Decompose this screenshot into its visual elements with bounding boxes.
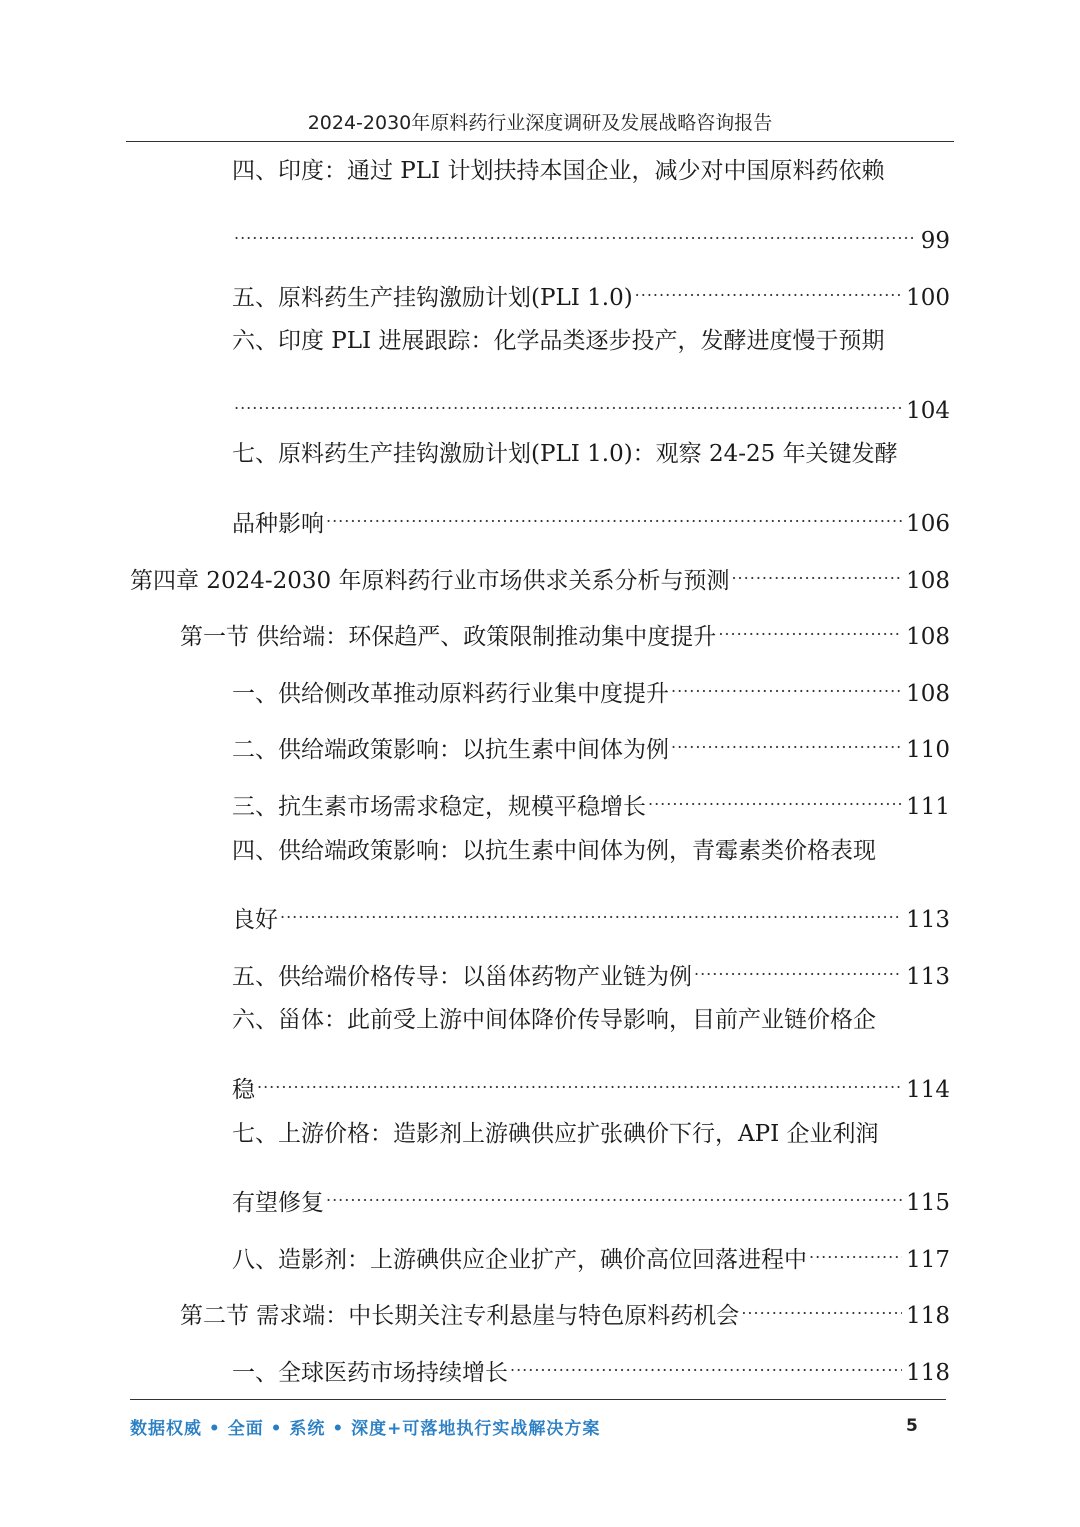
toc-leader-dots (809, 1227, 902, 1267)
toc-entry-text: 一、供给侧改革推动原料药行业集中度提升 (232, 681, 669, 707)
toc-entry-page: 117 (906, 1247, 950, 1273)
footer-divider (130, 1399, 946, 1400)
toc-entry[interactable] (232, 434, 950, 474)
toc-leader-dots (234, 378, 902, 418)
toc-entry-text: 五、供给端价格传导：以甾体药物产业链为例 (232, 964, 692, 990)
toc-leader-dots (648, 774, 902, 814)
toc-entry-text: 六、甾体：此前受上游中间体降价传导影响，目前产业链价格企 (232, 1007, 876, 1033)
toc-entry-text: 七、原料药生产挂钩激励计划(PLI 1.0)：观察 24-25 年关键发酵 (232, 441, 898, 467)
toc-entry-text: 四、供给端政策影响：以抗生素中间体为例，青霉素类价格表现 (232, 838, 876, 864)
toc-entry[interactable] (232, 1057, 950, 1103)
toc-entry-page: 110 (906, 737, 950, 763)
toc-entry[interactable] (232, 944, 950, 990)
toc-entry-text: 良好 (232, 907, 278, 933)
toc-entry-text: 第四章 2024-2030 年原料药行业市场供求关系分析与预测 (130, 568, 730, 594)
toc-leader-dots (510, 1340, 902, 1380)
toc-entry[interactable] (232, 1114, 950, 1154)
toc-entry-text: 一、全球医药市场持续增长 (232, 1360, 508, 1386)
toc-leader-dots (257, 1057, 902, 1097)
toc-entry-page: 113 (906, 964, 950, 990)
toc-entry[interactable] (232, 1170, 950, 1216)
toc-entry-text: 八、造影剂：上游碘供应企业扩产，碘价高位回落进程中 (232, 1247, 807, 1273)
toc-leader-dots (326, 1170, 902, 1210)
toc-leader-dots (234, 208, 917, 248)
toc-leader-dots (671, 661, 902, 701)
toc-entry[interactable] (232, 887, 950, 933)
toc-entry-text: 品种影响 (232, 511, 324, 537)
toc-entry-text: 有望修复 (232, 1190, 324, 1216)
toc-entry-text: 三、抗生素市场需求稳定，规模平稳增长 (232, 794, 646, 820)
toc-entry-page: 106 (906, 511, 950, 537)
toc-entry-page: 111 (906, 794, 950, 820)
toc-entry[interactable] (232, 831, 950, 871)
toc-entry-page: 115 (906, 1190, 950, 1216)
toc-entry[interactable] (232, 1227, 950, 1273)
toc-entry-text: 稳 (232, 1077, 255, 1103)
toc-entry-page: 114 (906, 1077, 950, 1103)
toc-leader-dots (635, 265, 902, 305)
toc-entry-page: 108 (906, 624, 950, 650)
toc-section-entry[interactable] (180, 604, 950, 650)
toc-entry-text: 第一节 供给端：环保趋严、政策限制推动集中度提升 (180, 624, 717, 650)
toc-entry-text: 五、原料药生产挂钩激励计划(PLI 1.0) (232, 285, 633, 311)
toc-entry-page: 99 (920, 228, 950, 254)
toc-entry-page: 104 (906, 398, 950, 424)
toc-entry-text: 七、上游价格：造影剂上游碘供应扩张碘价下行，API 企业利润 (232, 1121, 879, 1147)
toc-entry-page: 100 (906, 285, 950, 311)
toc-entry-page: 118 (906, 1303, 950, 1329)
toc-entry-text: 第二节 需求端：中长期关注专利悬崖与特色原料药机会 (180, 1303, 740, 1329)
toc-leader-dots (694, 944, 902, 984)
toc-entry[interactable] (232, 151, 950, 191)
toc-entry-text: 四、印度：通过 PLI 计划扶持本国企业，减少对中国原料药依赖 (232, 158, 885, 184)
toc-leader-dots (671, 717, 902, 757)
footer-slogan: 数据权威 • 全面 • 系统 • 深度+可落地执行实战解决方案 (130, 1419, 601, 1439)
toc-leader-dots (741, 1283, 902, 1323)
toc-entry-text: 六、印度 PLI 进展跟踪：化学品类逐步投产，发酵进度慢于预期 (232, 328, 885, 354)
toc-entry-page: 108 (906, 681, 950, 707)
toc-entry-text: 二、供给端政策影响：以抗生素中间体为例 (232, 737, 669, 763)
toc-section-entry[interactable] (180, 1283, 950, 1329)
toc-leader-dots (280, 887, 902, 927)
toc-leader-dots (731, 548, 902, 588)
toc-entry-page: 118 (906, 1360, 950, 1386)
toc-entry[interactable] (232, 774, 950, 820)
toc-entry[interactable] (232, 208, 950, 254)
toc-entry[interactable] (232, 321, 950, 361)
page-header-title: 2024-2030年原料药行业深度调研及发展战略咨询报告 (307, 112, 773, 134)
toc-entry[interactable] (232, 717, 950, 763)
toc-entry[interactable] (232, 661, 950, 707)
page-number: 5 (906, 1416, 918, 1436)
toc-leader-dots (718, 604, 902, 644)
toc-entry[interactable] (232, 1340, 950, 1386)
header-divider (126, 141, 954, 142)
toc-chapter-entry[interactable] (130, 548, 950, 594)
toc-entry[interactable] (232, 378, 950, 424)
toc-entry-page: 113 (906, 907, 950, 933)
toc-entry[interactable] (232, 491, 950, 537)
toc-entry[interactable] (232, 265, 950, 311)
toc-entry-page: 108 (906, 568, 950, 594)
toc-leader-dots (326, 491, 902, 531)
toc-entry[interactable] (232, 1000, 950, 1040)
